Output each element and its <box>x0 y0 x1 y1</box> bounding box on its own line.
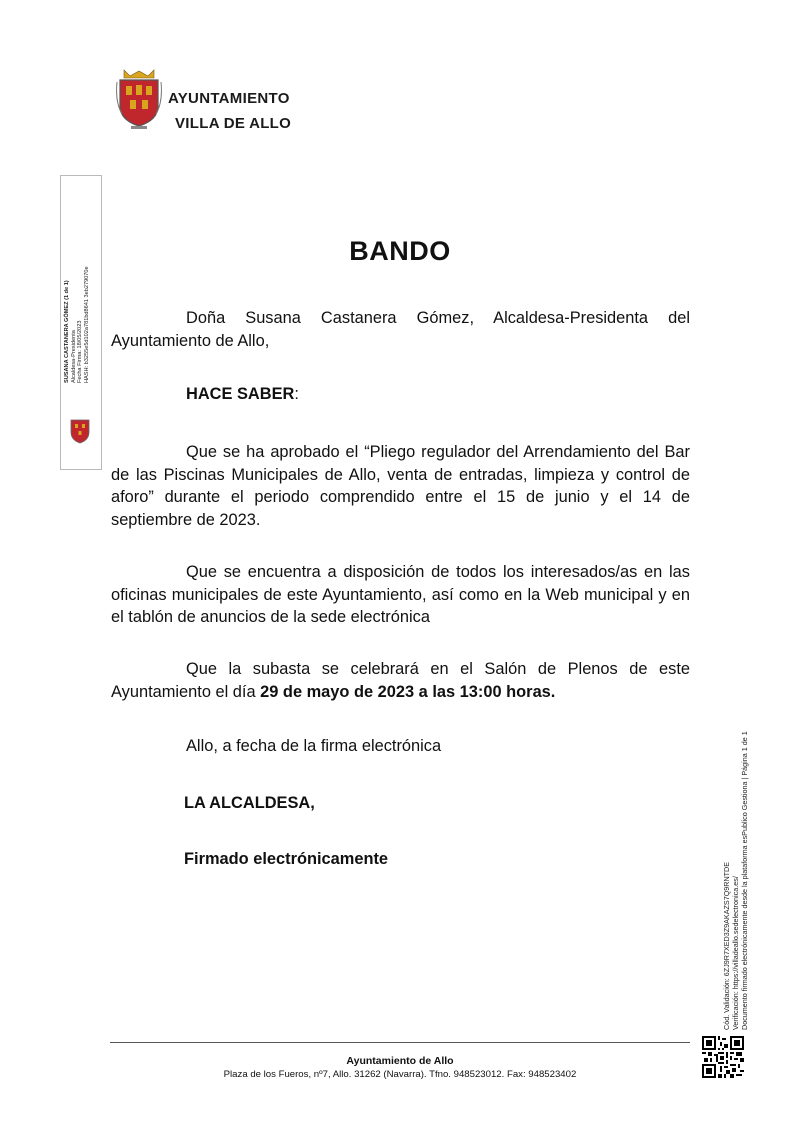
auction-text: Que la subasta se celebrará en el Salón de Plenos de este Ayuntamiento el día <box>111 660 690 701</box>
validation-info-rotated <box>722 700 749 1030</box>
footer-org-name: Ayuntamiento de Allo <box>346 1055 454 1067</box>
paragraph-approval: Que se ha aprobado el “Pliego regulador del Arrendamiento del Bar de las Piscinas Municipales de Allo, venta de entradas, limpieza y control de aforo” durante el periodo comprendido entre el 15 de junio y el 14 de septiembre de 2023. <box>111 443 690 529</box>
validation-code: Cód. Validación: 6ZJ9R7XED3Z9AKAZS7Q9RNTDE <box>722 861 731 1030</box>
municipal-seal-icon <box>116 68 162 130</box>
org-name: AYUNTAMIENTO <box>168 90 290 107</box>
footer-address: Plaza de los Fueros, nº7, Allo. 31262 (Navarra). Tfno. 948523012. Fax: 948523402 <box>223 1069 577 1080</box>
auction-date: 29 de mayo de 2023 a las 13:00 horas. <box>260 682 556 701</box>
document-title: BANDO <box>349 236 451 266</box>
validation-note: Documento firmado electrónicamente desde la plataforma esPublico Gestiona | Página 1 de 1 <box>740 731 749 1030</box>
hace-saber-colon: : <box>294 385 299 403</box>
signature-date: Fecha Firma: 18/05/2023 <box>77 320 84 383</box>
place-date: Allo, a fecha de la firma electrónica <box>186 737 442 755</box>
hace-saber-label: HACE SABER <box>186 385 295 403</box>
mini-seal-icon <box>69 416 91 444</box>
hace-saber-heading <box>186 385 299 404</box>
signer-name: SUSANA CASTANERA GÓMEZ (1 de 1) <box>64 280 70 383</box>
signature-stamp-box <box>60 175 102 470</box>
paragraph-intro: Doña Susana Castanera Gómez, Alcaldesa-Presidenta del Ayuntamiento de Allo, <box>111 309 690 350</box>
signature-hash: HASH: b3255e5d102a781bd8641 3eb279070e <box>83 266 90 383</box>
org-subtitle: VILLA DE ALLO <box>175 115 292 132</box>
validation-url: Verificación: https://villadeallo.sedelectronica.es/ <box>731 876 740 1030</box>
footer-divider <box>110 1042 690 1043</box>
signed-electronically: Firmado electrónicamente <box>184 850 389 868</box>
paragraph-auction <box>111 658 690 703</box>
paragraph-availability: Que se encuentra a disposición de todos los interesados/as en las oficinas municipales de este Ayuntamiento, así como en la Web municipal y en el tablón de anuncios de la sede electrónica <box>111 563 690 626</box>
signoff-title: LA ALCALDESA, <box>184 794 315 812</box>
signer-role: Alcaldesa-Presidenta <box>70 330 77 383</box>
